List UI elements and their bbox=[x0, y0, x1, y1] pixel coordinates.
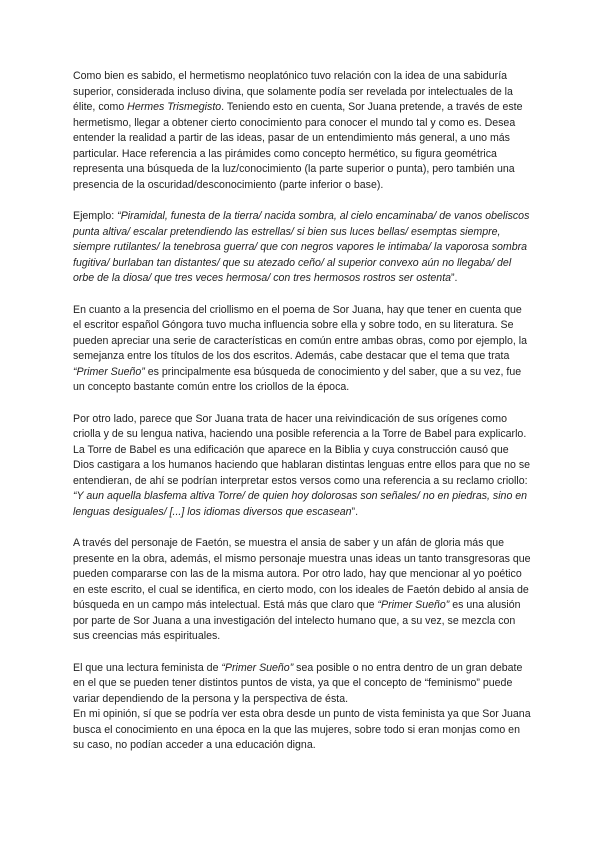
paragraph-criollismo: En cuanto a la presencia del criollismo en el poema de Sor Juana, hay que tener en cuenta que el escritor español Góngora tuvo mucha influencia sobre ella y sobre todo, en su literatura. Se pueden apreciar una serie de características en común entre ambas obras, como por ejemplo, la semejanza entre los títulos de los dos escritos. Además, cabe destacar que el tema que trata “Primer Sueño” es principalmente esa búsqueda de conocimiento y del saber, que a su vez, fue un concepto bastante común entre los criollos de la época. bbox=[73, 303, 528, 393]
paragraph-lectura-feminista: El que una lectura feminista de “Primer Sueño” sea posible o no entra dentro de un gran debate en el que se pueden tener distintos puntos de vista, ya que el concepto de “feminismo” puede variar dependiendo de la persona y la perspectiva de ésta. bbox=[73, 661, 523, 705]
paragraph-ejemplo: Ejemplo: “Piramidal, funesta de la tierra/ nacida sombra, al cielo encaminaba/ de vanos obeliscos punta altiva/ escalar pretendiendo las estrellas/ si bien sus luces bellas/ esemptas siempre, siempre rutilantes/ la tenebrosa guerra/ que con negros vapores le intimaba/ la vaporosa sombra fugitiva/ burlaban tan distantes/ que su atezado ceño/ al superior convexo aún no llegaba/ del orbe de la diosa/ que tres veces hermosa/ con tres hermosos rostros ser ostenta”. bbox=[73, 210, 530, 284]
paragraph-opinion: En mi opinión, sí que se podría ver esta obra desde un punto de vista feminista ya que Sor Juana busca el conocimiento en una época en la que las mujeres, sobre todo si eran monjas como en su caso, no podían acceder a una educación digna. bbox=[73, 708, 531, 751]
paragraph-hermetismo: Como bien es sabido, el hermetismo neoplatónico tuvo relación con la idea de una sabiduría superior, considerada incluso divina, que solamente podía ser revelada por intelectuales de la élite, como Hermes Trismegisto. Teniendo esto en cuenta, Sor Juana pretende, a través de este hermetismo, llegar a obtener cierto conocimiento para conocer el mundo tal y como es. Desea entender la realidad a partir de las ideas, pasar de un entendimiento más general, a uno más particular. Hace referencia a las pirámides como concepto hermético, su figura geométrica representa una búsqueda de la luz/conocimiento (la parte superior o punta), pero también una presencia de la oscuridad/desconocimiento (parte inferior o base). bbox=[73, 70, 523, 191]
paragraph-faeton: A través del personaje de Faetón, se muestra el ansia de saber y un afán de gloria más que presente en la obra, además, el mismo personaje muestra unas ideas un tanto transgresoras que pueden compararse con las de la misma autora. Por otro lado, hay que mencionar al yo poético en este escrito, el cual se identifica, en cierto modo, con los ideales de Faetón debido al ansia de búsqueda en un campo más intelectual. Está más que claro que “Primer Sueño” es una alusión por parte de Sor Juana a una investigación del intelecto humano que, a su vez, se mezcla con sus creencias más espirituales. bbox=[73, 537, 531, 642]
italic-quote-piramidal: “Piramidal, funesta de la tierra/ nacida sombra, al cielo encaminaba/ de vanos obeliscos punta altiva/ escalar pretendiendo las estrellas/ si bien sus luces bellas/ esemptas siempre, siempre rutilantes/ la tenebrosa guerra/ que con negros vapores le intimaba/ la vaporosa sombra fugitiva/ burlaban tan distantes/ que su atezado ceño/ al superior convexo aún no llegaba/ del orbe de la diosa/ que tres veces hermosa/ con tres hermosos rostros ser ostenta bbox=[73, 210, 530, 284]
italic-primer-sueno: “Primer Sueño” bbox=[221, 661, 294, 674]
paragraph-torre-de-babel: Por otro lado, parece que Sor Juana trata de hacer una reivindicación de sus orígenes como criolla y de su lengua nativa, haciendo una posible referencia a la Torre de Babel para explicarlo. La Torre de Babel es una edificación que aparece en la Biblia y cuya construcción causó que Dios castigara a los humanos haciendo que hablaran distintas lenguas entre ellos para que no se entendieran, de ahí se podrían interpretar estos versos como una referencia a su reclamo criollo: “Y aun aquella blasfema altiva Torre/ de quien hoy dolorosas son señales/ no en piedras, sino en lenguas desiguales/ [...] los idiomas diversos que escasean”. bbox=[73, 412, 531, 518]
italic-primer-sueno: “Primer Sueño” bbox=[73, 365, 145, 378]
document-page bbox=[73, 69, 531, 770]
italic-quote-torre: “Y aun aquella blasfema altiva Torre/ de quien hoy dolorosas son señales/ no en piedras, sino en lenguas desiguales/ [...] los idiomas diversos que escasean bbox=[73, 490, 528, 518]
italic-primer-sueno: “Primer Sueño” bbox=[377, 599, 450, 611]
italic-hermes-trismegisto: Hermes Trismegisto bbox=[127, 101, 222, 113]
